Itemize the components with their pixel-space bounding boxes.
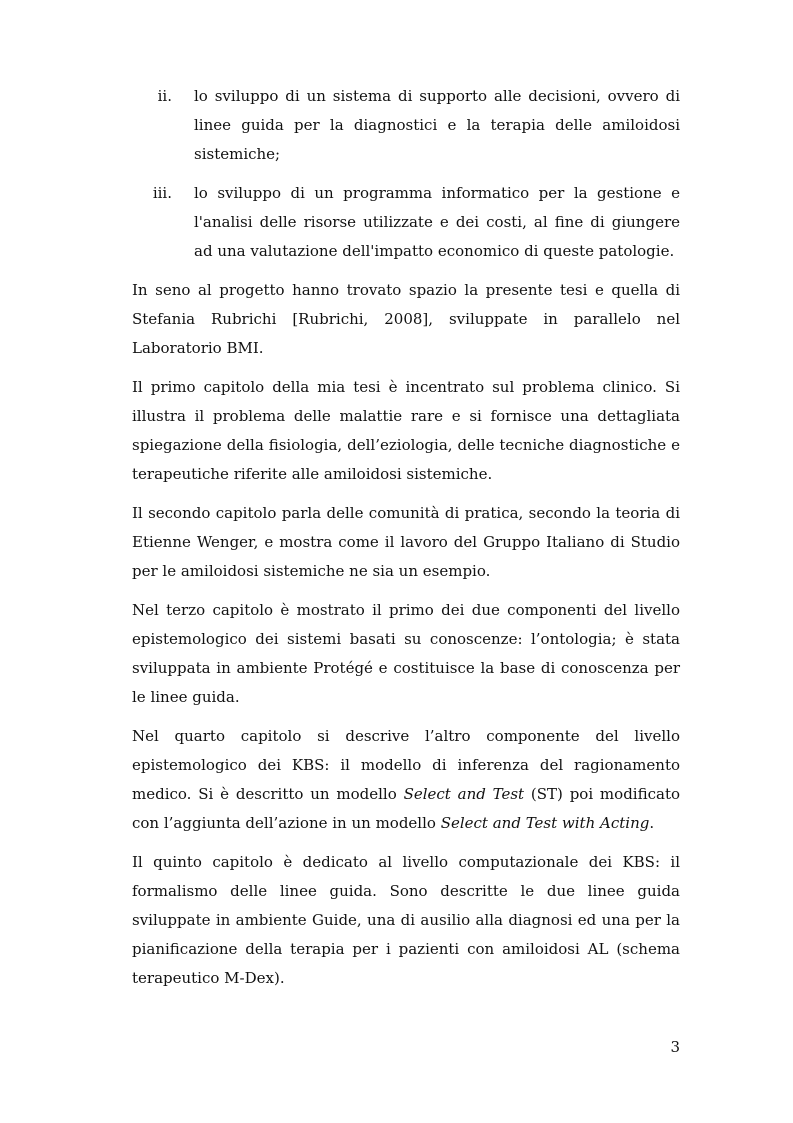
paragraph-chapter-five: Il quinto capitolo è dedicato al livello computazionale dei KBS: il formalismo delle linee guida. Sono descritte le due linee guida sviluppate in ambiente Guide, una di ausilio alla diagnosi ed una per la pianificazione della terapia per i pazienti con amiloidosi AL (schema terapeutico M-Dex). <box>132 853 680 987</box>
list-numeral: ii. <box>157 87 172 105</box>
paragraph-chapter-one: Il primo capitolo della mia tesi è incentrato sul problema clinico. Si illustra il problema delle malattie rare e si fornisce una dettagliata spiegazione della fisiologia, dell’eziologia, delle tecniche diagnostiche e terapeutiche riferite alle amiloidosi sistemiche. <box>132 378 680 483</box>
paragraph-chapter-three: Nel terzo capitolo è mostrato il primo dei due componenti del livello epistemologico dei sistemi basati su conoscenze: l’ontologia; è stata sviluppata in ambiente Protégé e costituisce la base di conoscenza per le linee guida. <box>132 601 680 706</box>
italic-term: Select and Test with Acting <box>440 814 650 832</box>
list-numeral: iii. <box>152 184 172 202</box>
list-item-text: lo sviluppo di un sistema di supporto alle decisioni, ovvero di linee guida per la diagnostici e la terapia delle amiloidosi sistemiche; <box>194 87 680 163</box>
paragraph-text: Nel quarto capitolo si descrive l’altro componente del livello epistemologico dei KBS: il modello di inferenza del ragionamento medico. Si è descritto un modello <box>132 727 680 803</box>
italic-term: Select and Test <box>403 785 525 803</box>
page-number: 3 <box>670 1038 680 1056</box>
list-item-text: lo sviluppo di un programma informatico per la gestione e l'analisi delle risorse utilizzate e dei costi, al fine di giungere ad una valutazione dell'impatto economico di queste patologie. <box>194 184 680 260</box>
paragraph-project: In seno al progetto hanno trovato spazio la presente tesi e quella di Stefania Rubrichi [Rubrichi, 2008], sviluppate in parallelo nel Laboratorio BMI. <box>132 281 680 357</box>
paragraph-text: . <box>649 814 655 832</box>
paragraph-text: (ST) poi modificato con l’aggiunta dell’azione in un modello <box>132 785 680 832</box>
paragraph-chapter-two: Il secondo capitolo parla delle comunità di pratica, secondo la teoria di Etienne Wenger, e mostra come il lavoro del Gruppo Italiano di Studio per le amiloidosi sistemiche ne sia un esempio. <box>132 504 680 580</box>
paragraph-chapter-four <box>132 722 680 838</box>
